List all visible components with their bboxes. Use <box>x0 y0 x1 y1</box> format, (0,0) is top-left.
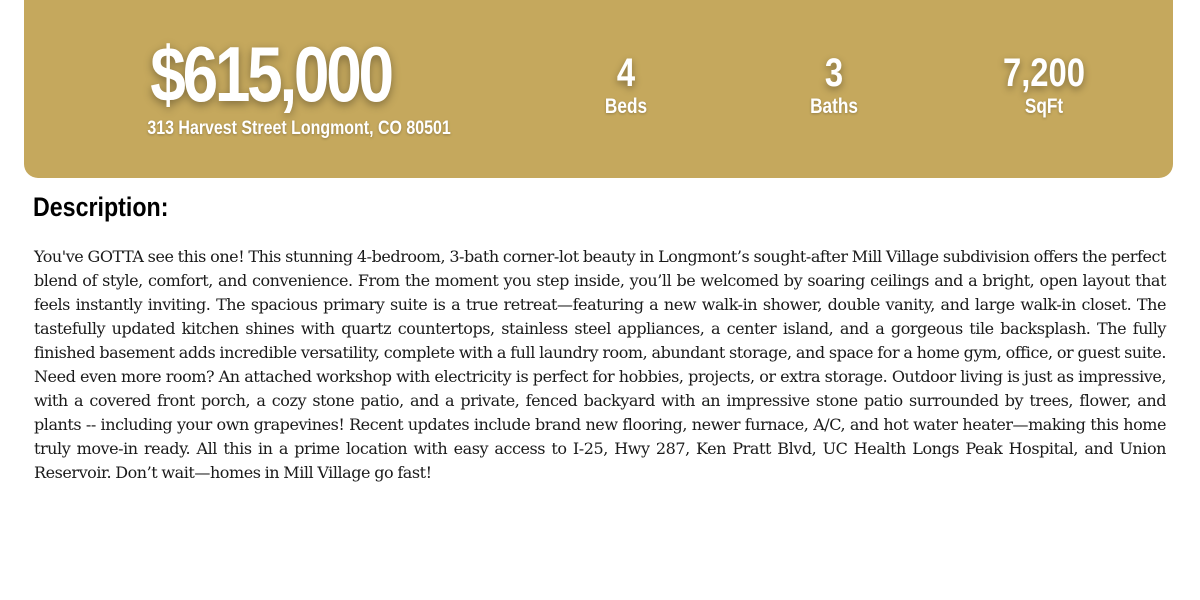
beds-label: Beds <box>604 95 648 118</box>
price-block <box>124 30 451 140</box>
sqft-value: 7,200 <box>1002 51 1086 95</box>
listing-address: 313 Harvest Street Longmont, CO 80501 <box>147 118 451 139</box>
description-body: You've GOTTA see this one! This stunning 4-bedroom, 3-bath corner-lot beauty in Longmont’s sought-after Mill Village subdivision offers the perfect blend of style, comfort, and convenience. From the moment you step inside, you’ll be welcomed by soaring ceilings and a bright, open layout that feels instantly inviting. The spacious primary suite is a true retreat—featuring a new walk-in shower, double vanity, and large walk-in closet. The tastefully updated kitchen shines with quartz countertops, stainless steel appliances, a center island, and a gorgeous tile backsplash. The fully finished basement adds incredible versatility, complete with a full laundry room, abundant storage, and space for a home gym, office, or guest suite. Need even more room? An attached workshop with electricity is perfect for hobbies, projects, or extra storage. Outdoor living is just as impressive, with a covered front porch, a cozy stone patio, and a private, fenced backyard with an impressive stone patio surrounded by trees, flower, and plants -- including your own grapevines! Recent updates include brand new flooring, newer furnace, A/C, and hot water heater—making this home truly move-in ready. All this in a prime location with easy access to I-25, Hwy 287, Ken Pratt Blvd, UC Health Longs Peak Hospital, and Union Reservoir. Don’t wait—homes in Mill Village go fast! <box>34 247 1166 482</box>
baths-stat <box>754 50 914 118</box>
baths-value: 3 <box>824 51 844 95</box>
description-heading: Description: <box>33 192 169 222</box>
sqft-label: SqFt <box>1024 95 1064 118</box>
beds-stat <box>546 50 706 118</box>
baths-label: Baths <box>810 95 858 118</box>
sqft-stat <box>964 50 1124 118</box>
listing-price: $615,000 <box>150 30 391 118</box>
beds-value: 4 <box>616 51 636 95</box>
listing-banner <box>24 0 1173 178</box>
